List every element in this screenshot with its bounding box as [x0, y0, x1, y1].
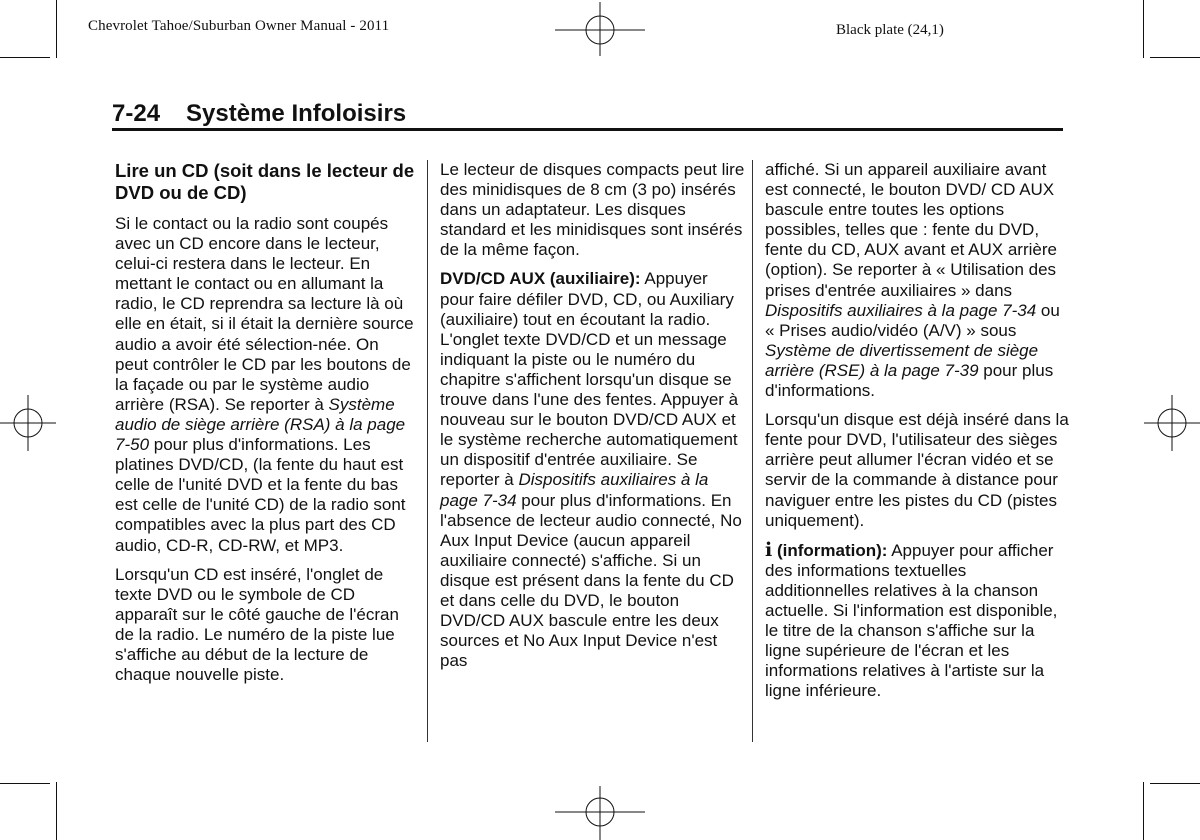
- paragraph: [115, 214, 415, 556]
- cross-reference: Dispositifs auxiliaires à la page 7-34: [765, 300, 1037, 320]
- registration-mark-left: [0, 395, 56, 451]
- registration-mark-bottom: [555, 786, 645, 840]
- title-rule: [112, 128, 1063, 131]
- cross-reference: Système audio de siège arrière (RSA) à la page 7-50: [115, 394, 406, 455]
- text-run: pour plus d'informations. Les platines DVD/CD, (la fente du haut est celle de l'unité DVD et la fente du bas est celle de l'unité CD) de la radio sont compatibles avec la plus part des CD audio, CD-R, CD-RW, et MP3.: [115, 435, 406, 555]
- registration-mark-top: [555, 2, 645, 56]
- column-1: [115, 160, 415, 694]
- crop-mark: [1143, 782, 1144, 840]
- text-run: pour plus d'informations. En l'absence de lecteur audio connecté, No Aux Input Device (aucun appareil auxiliaire connecté) s'affiche. Si un disque est présent dans la fente du CD et dans celle du DVD, le bouton DVD/CD AUX bascule entre les deux sources et No Aux Input Device n'est pas: [440, 490, 742, 671]
- paragraph: [765, 160, 1070, 401]
- paragraph: Le lecteur de disques compacts peut lire des minidisques de 8 cm (3 po) insérés dans un adaptateur. Les disques standard et les minidisques sont insérés de la même façon.: [440, 160, 745, 260]
- paragraph: Lorsqu'un disque est déjà inséré dans la fente pour DVD, l'utilisateur des sièges arrière peut allumer l'écran vidéo et se servir de la commande à distance pour naviguer entre les pistes du CD (pistes uniquement).: [765, 410, 1069, 530]
- subsection-heading: Lire un CD (soit dans le lecteur de DVD ou de CD): [115, 160, 415, 203]
- section-title: Système Infoloisirs: [186, 100, 407, 127]
- info-icon: i: [765, 538, 773, 561]
- crop-mark: [56, 782, 57, 840]
- cross-reference: Dispositifs auxiliaires à la page 7-34: [440, 470, 709, 510]
- paragraph: [765, 540, 1070, 702]
- column-2: [440, 160, 745, 680]
- text-run: pour plus d'informations.: [765, 360, 1054, 401]
- term-label: (information):: [772, 540, 888, 560]
- section-heading: [112, 100, 406, 128]
- column-3: [765, 160, 1070, 710]
- text-run: ou « Prises audio/vidéo (A/V) » sous: [765, 300, 1060, 340]
- crop-mark: [56, 0, 57, 58]
- registration-mark-right: [1144, 395, 1200, 451]
- crop-mark: [0, 783, 50, 784]
- text-run: Appuyer pour afficher des informations textuelles additionnelles relatives à la chanson actuelle. Si l'information est disponible, le titre de la chanson s'affiche sur la ligne supérieure de l'écran et les informations relatives à l'artiste sur la ligne inférieure.: [765, 540, 1058, 701]
- crop-mark: [0, 57, 50, 58]
- plate-label: Black plate (24,1): [836, 22, 944, 38]
- text-run: affiché. Si un appareil auxiliaire avant est connecté, le bouton DVD/ CD AUX bascule entre toutes les options possibles, telles que : fente du DVD, fente du CD, AUX avant et AUX arrière (option). Se reporter à « Utilisation des prises d'entrée auxiliaires » dans: [765, 160, 1057, 300]
- column-divider: [752, 160, 753, 742]
- crop-mark: [1143, 0, 1144, 58]
- text-run: Si le contact ou la radio sont coupés avec un CD encore dans le lecteur, celui-ci restera dans le lecteur. En mettant le contact ou en allumant la radio, le CD reprendra sa lecture là où elle en était, si il était la dernière source audio a avoir été sélection-née. On peut contrôler le CD par les boutons de la façade ou par le système audio arrière (RSA). Se reporter à: [115, 214, 414, 414]
- paragraph: Lorsqu'un CD est inséré, l'onglet de texte DVD ou le symbole de CD apparaît sur le côté gauche de l'écran de la radio. Le numéro de la piste lue s'affiche au début de la lecture de chaque nouvelle piste.: [115, 564, 399, 685]
- column-divider: [427, 160, 428, 742]
- crop-mark: [1150, 783, 1200, 784]
- cross-reference: Système de divertissement de siège arrière (RSE) à la page 7-39: [765, 340, 1039, 380]
- crop-mark: [1150, 57, 1200, 58]
- term-label: DVD/CD AUX (auxiliaire):: [440, 269, 641, 289]
- text-run: Appuyer pour faire défiler DVD, CD, ou Auxiliary (auxiliaire) tout en écoutant la radio. L'onglet texte DVD/CD et un message indiquant la piste ou le numéro du chapitre s'affichent lorsqu'un disque se trouve dans l'une des fentes. Appuyer à nouveau sur le bouton DVD/CD AUX et le système recherche automatiquement un dispositif d'entrée auxiliaire. Se reporter à: [440, 269, 739, 490]
- running-header-title: Chevrolet Tahoe/Suburban Owner Manual - 2011: [88, 18, 390, 34]
- paragraph: [440, 269, 745, 671]
- page-number: 7-24: [112, 100, 161, 127]
